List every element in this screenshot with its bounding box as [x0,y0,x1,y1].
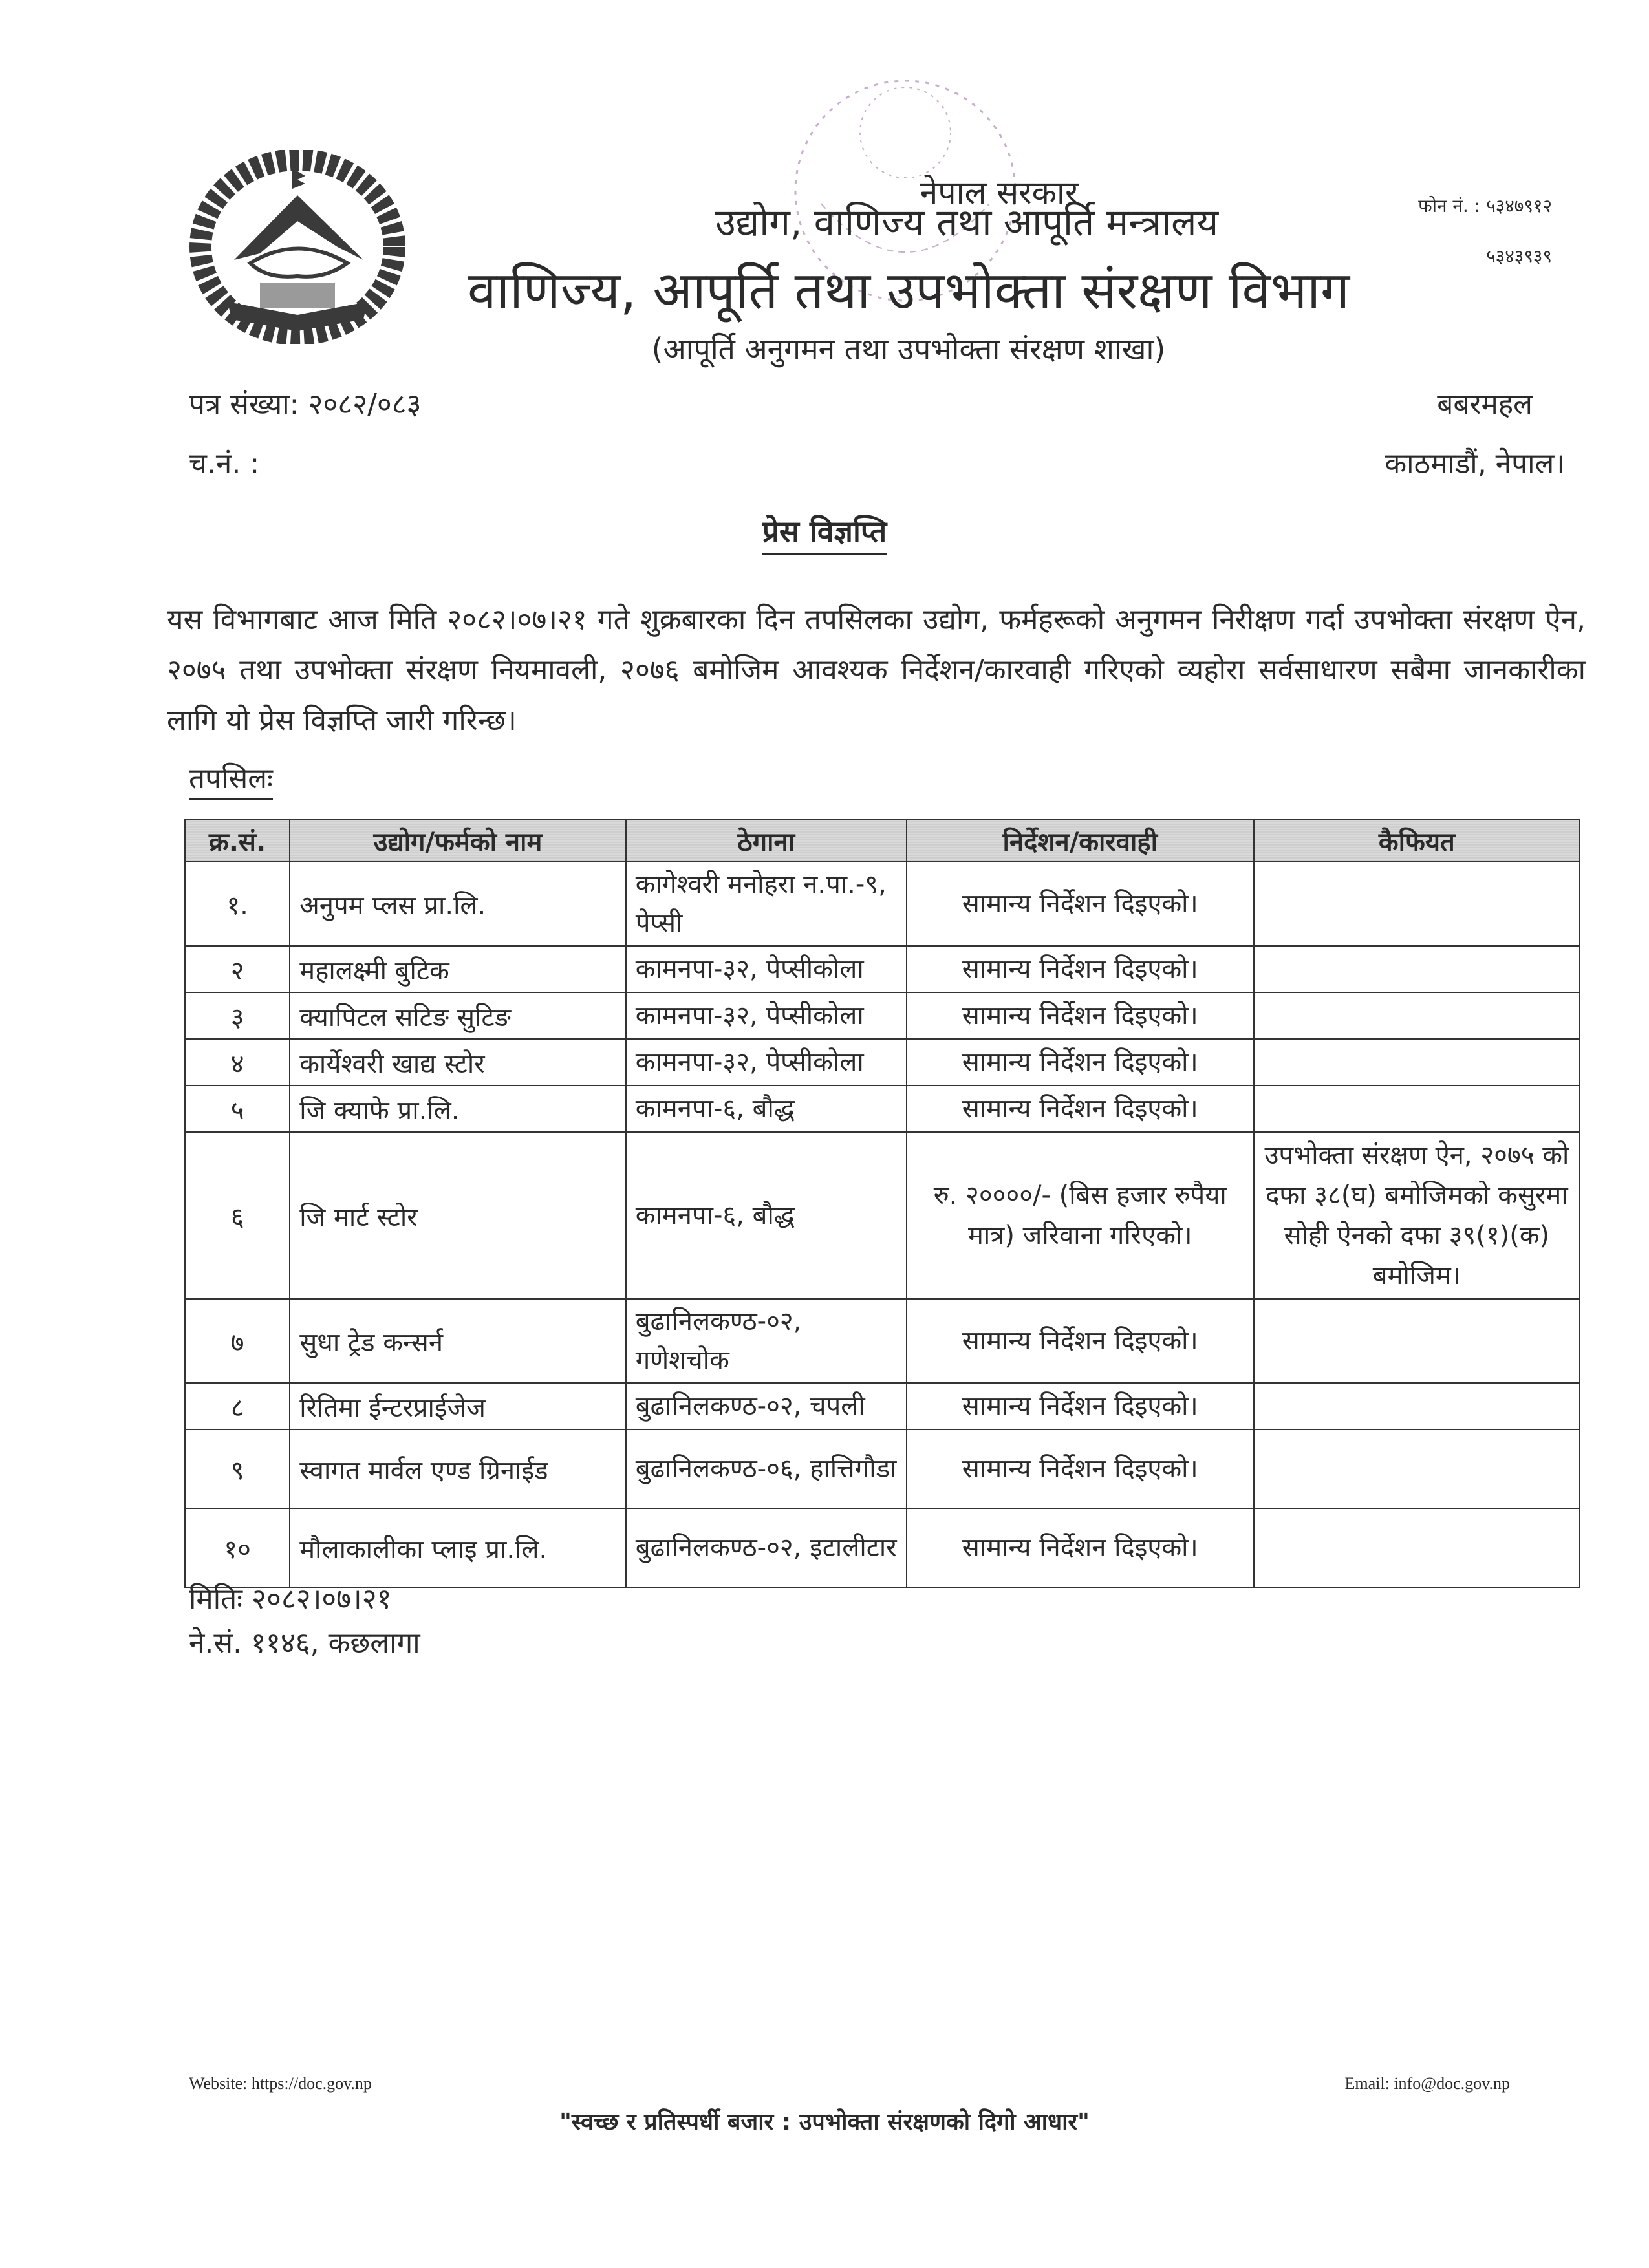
ministry-name: उद्योग, वाणिज्य तथा आपूर्ति मन्त्रालय [715,200,1219,244]
header-firm-name: उद्योग/फर्मको नाम [290,820,626,862]
details-heading-text: तपसिलः [189,762,273,800]
cell-serial: ४ [185,1039,290,1086]
nepal-sambat-line: ने.सं. ११४६, कछलागा [189,1627,420,1660]
cell-firm-name: रितिमा ईन्टरप्राईजेज [290,1383,626,1429]
inspection-table [184,819,1580,1588]
cell-address: बुढानिलकण्ठ-०६, हात्तिगौडा [626,1429,907,1508]
table-row [185,992,1580,1039]
footer-website-link[interactable]: Website: https://doc.gov.np [189,2074,372,2093]
phone-number-2: ५३४३९३९ [1486,246,1552,267]
table-row [185,1299,1580,1383]
header-action: निर्देशन/कारवाही [907,820,1254,862]
cell-serial: ६ [185,1132,290,1299]
cell-serial: ७ [185,1299,290,1383]
cell-action: सामान्य निर्देशन दिइएको। [907,862,1254,946]
cell-firm-name: अनुपम प्लस प्रा.लि. [290,862,626,946]
cell-action: सामान्य निर्देशन दिइएको। [907,1039,1254,1086]
cell-action: सामान्य निर्देशन दिइएको। [907,992,1254,1039]
cell-firm-name: महालक्ष्मी बुटिक [290,946,626,992]
table-row [185,862,1580,946]
cell-firm-name: क्यापिटल सटिङ सुटिङ [290,992,626,1039]
body-paragraph: यस विभागबाट आज मिति २०८२।०७।२१ गते शुक्रबारका दिन तपसिलका उद्योग, फर्महरूको अनुगमन निरीक्षण गर्दा उपभोक्ता संरक्षण ऐन, २०७५ तथा उपभोक्ता संरक्षण नियमावली, २०७६ बमोजिम आवश्यक निर्देशन/कारवाही गरिएको व्यहोरा सर्वसाधारण सबैमा जानकारीका लागि यो प्रेस विज्ञप्ति जारी गरिन्छ। [167,603,1586,737]
document-title [0,511,1649,551]
table-row [185,1086,1580,1132]
cell-firm-name: जि क्याफे प्रा.लि. [290,1086,626,1132]
address-block [1385,375,1565,494]
footer-motto: "स्वच्छ र प्रतिस्पर्धी बजार : उपभोक्ता संरक्षणको दिगो आधार" [559,2109,1090,2135]
section-name: (आपूर्ति अनुगमन तथा उपभोक्ता संरक्षण शाखा) [651,332,1166,367]
table-header-row [185,820,1580,862]
document-title-text: प्रेस विज्ञप्ति [762,514,887,555]
cell-action: सामान्य निर्देशन दिइएको। [907,1299,1254,1383]
cell-action: सामान्य निर्देशन दिइएको। [907,1429,1254,1508]
dispatch-number [189,434,421,494]
date-line: मितिः २०८२।०७।२१ [189,1583,392,1616]
cell-address: कामनपा-६, बौद्ध [626,1132,907,1299]
cell-action: रु. २००००/- (बिस हजार रुपैया मात्र) जरिवाना गरिएको। [907,1132,1254,1299]
reference-block [189,375,421,494]
department-name: वाणिज्य, आपूर्ति तथा उपभोक्ता संरक्षण विभाग [467,261,1350,321]
letter-number-label: पत्र संख्या: [189,388,299,421]
cell-remarks [1254,862,1580,946]
cell-address: बुढानिलकण्ठ-०२, इटालीटार [626,1508,907,1587]
cell-remarks [1254,1039,1580,1086]
address-line-2: काठमाडौं, नेपाल। [1385,447,1565,480]
cell-action: सामान्य निर्देशन दिइएको। [907,1086,1254,1132]
cell-remarks [1254,1429,1580,1508]
phone-block [1418,181,1552,282]
cell-action: सामान्य निर्देशन दिइएको। [907,1383,1254,1429]
cell-firm-name: सुधा ट्रेड कन्सर्न [290,1299,626,1383]
cell-address: कामनपा-६, बौद्ध [626,1086,907,1132]
header-remarks: कैफियत [1254,820,1580,862]
footer-email-link[interactable]: Email: info@doc.gov.np [1344,2074,1510,2093]
cell-serial: ३ [185,992,290,1039]
header-serial: क्र.सं. [185,820,290,862]
cell-remarks [1254,1508,1580,1587]
cell-address: कामनपा-३२, पेप्सीकोला [626,946,907,992]
cell-serial: ८ [185,1383,290,1429]
cell-firm-name: कार्येश्वरी खाद्य स्टोर [290,1039,626,1086]
cell-address: बुढानिलकण्ठ-०२, चपली [626,1383,907,1429]
cell-serial: १. [185,862,290,946]
table-row [185,1132,1580,1299]
cell-firm-name: स्वागत मार्वल एण्ड ग्रिनाईड [290,1429,626,1508]
table-row [185,1383,1580,1429]
phone-line-1 [1418,181,1552,231]
header-address: ठेगाना [626,820,907,862]
address-line-1: बबरमहल [1437,388,1533,421]
table-row [185,1039,1580,1086]
phone-number-1: ५३४७९१२ [1486,195,1552,217]
cell-remarks: उपभोक्ता संरक्षण ऐन, २०७५ को दफा ३८(घ) बमोजिमको कसुरमा सोही ऐनको दफा ३९(१)(क) बमोजिम। [1254,1132,1580,1299]
cell-firm-name: मौलाकालीका प्लाइ प्रा.लि. [290,1508,626,1587]
cell-address: कामनपा-३२, पेप्सीकोला [626,1039,907,1086]
date-block [189,1578,420,1665]
table-row [185,1429,1580,1508]
cell-action: सामान्य निर्देशन दिइएको। [907,946,1254,992]
cell-address: कामनपा-३२, पेप्सीकोला [626,992,907,1039]
cell-serial: २ [185,946,290,992]
cell-address: बुढानिलकण्ठ-०२, गणेशचोक [626,1299,907,1383]
letter-number-value: २०८२/०८३ [308,388,422,421]
cell-address: कागेश्वरी मनोहरा न.पा.-९, पेप्सी [626,862,907,946]
details-heading [189,758,273,797]
dispatch-number-label: च.नं. : [189,447,260,480]
cell-remarks [1254,1299,1580,1383]
table-row [185,1508,1580,1587]
phone-label: फोन नं. : [1418,195,1481,217]
cell-remarks [1254,992,1580,1039]
cell-firm-name: जि मार्ट स्टोर [290,1132,626,1299]
cell-serial: ९ [185,1429,290,1508]
letter-number [189,375,421,434]
cell-remarks [1254,1383,1580,1429]
table-row [185,946,1580,992]
cell-serial: ५ [185,1086,290,1132]
cell-remarks [1254,946,1580,992]
government-name: नेपाल सरकार [920,174,1079,211]
cell-remarks [1254,1086,1580,1132]
cell-action: सामान्य निर्देशन दिइएको। [907,1508,1254,1587]
cell-serial: १० [185,1508,290,1587]
